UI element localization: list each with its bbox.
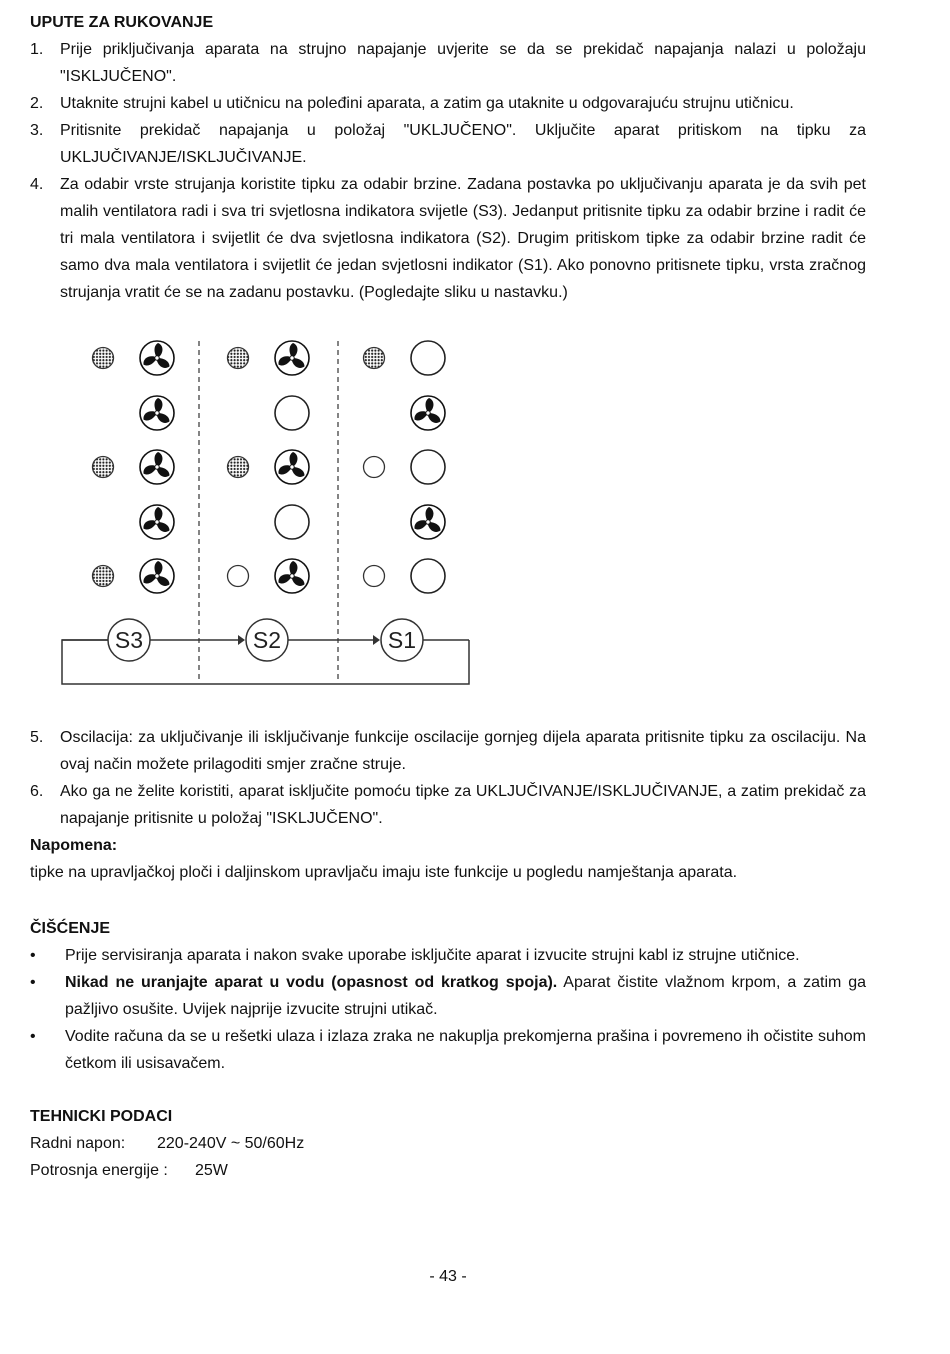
mode-label: S2 [252, 627, 282, 653]
list-text: Prije servisiranja aparata i nakon svake uporabe isključite aparat i izvucite strujni kabl iz strujne utičnice. [65, 947, 800, 964]
cleaning-heading: ČIŠĆENJE [30, 920, 111, 937]
fan-icon [140, 559, 174, 593]
fan-icon [140, 450, 174, 484]
list-number: 5. [30, 729, 44, 746]
list-text: Utaknite strujni kabel u utičnicu na poleđini aparata, a zatim ga utaknite u odgovarajuću strujnu utičnicu. [60, 95, 794, 112]
list-item [30, 724, 866, 778]
list-number: 4. [30, 176, 44, 193]
mode-label: S3 [114, 627, 144, 653]
fan-icon [275, 450, 309, 484]
mode-label: S1 [387, 627, 417, 653]
list-item [30, 36, 866, 90]
list-number: 3. [30, 122, 44, 139]
spec-value: 220-240V ~ 50/60Hz [157, 1135, 305, 1152]
specs-heading: TEHNICKI PODACI [30, 1108, 173, 1125]
list-item [30, 969, 866, 1023]
arrow-head [373, 635, 380, 645]
list-text: Aparat čistite vlažnom krpom, a zatim ga pažljivo osušite. Uvijek najprije izvucite strujni utikač. [65, 974, 867, 1018]
fan-off-icon [411, 341, 445, 375]
fan-icon [140, 505, 174, 539]
indicator-light-on [364, 348, 385, 369]
indicator-light-off [228, 566, 249, 587]
spec-row [30, 1130, 866, 1157]
note-text: tipke na upravljačkoj ploči i daljinskom upravljaču imaju iste funkcije u pogledu namještanja aparata. [30, 864, 738, 881]
fan-off-icon [275, 396, 309, 430]
list-number: 1. [30, 41, 44, 58]
list-item [30, 1023, 866, 1077]
page-number: - 43 - [429, 1268, 467, 1285]
indicator-light-on [93, 348, 114, 369]
list-item [30, 171, 866, 306]
fan-off-icon [275, 505, 309, 539]
indicator-light-off [364, 457, 385, 478]
instructions-heading: UPUTE ZA RUKOVANJE [30, 14, 214, 31]
fan-off-icon [411, 559, 445, 593]
list-number: 6. [30, 783, 44, 800]
list-item [30, 942, 866, 969]
indicator-light-on [93, 566, 114, 587]
fan-off-icon [411, 450, 445, 484]
fan-icon [411, 396, 445, 430]
spec-value: 25W [195, 1162, 228, 1179]
indicator-light-on [228, 348, 249, 369]
list-text: Ako ga ne želite koristiti, aparat isključite pomoću tipke za UKLJUČIVANJE/ISKLJUČIVANJE, a zatim prekidač za napajanje pritisnite u položaj "ISKLJUČENO". [60, 783, 866, 827]
spec-label: Radni napon: [30, 1135, 126, 1152]
list-text: Oscilacija: za uključivanje ili isključivanje funkcije oscilacije gornjeg dijela aparata pritisnite tipku za oscilaciju. Na ovaj način možete prilagoditi smjer zračne struje. [60, 729, 866, 773]
list-text: Pritisnite prekidač napajanja u položaj "UKLJUČENO". Uključite aparat pritiskom na tipku za UKLJUČIVANJE/ISKLJUČIVANJE. [60, 122, 866, 166]
fan-icon [140, 341, 174, 375]
list-item [30, 117, 866, 171]
fan-icon [275, 559, 309, 593]
fan-icon [140, 396, 174, 430]
bullet: • [30, 947, 36, 964]
list-text: Za odabir vrste strujanja koristite tipku za odabir brzine. Zadana postavka po uključivanju aparata je da svih pet malih ventilatora radi i sva tri svjetlosna indikatora svijetle (S3). Jedanput pritisnite tipku za odabir brzine i radit će tri mala ventilatora i svijetlit će dva svjetlosna indikatora (S2). Drugim pritiskom tipke za odabir brzine radit će samo dva mala ventilatora i svijetlit će jedan svjetlosni indikator (S1). Ako ponovno pritisnete tipku, vrsta zračnog strujanja vratit će se na zadanu postavku. (Pogledajte sliku u nastavku.) [60, 176, 866, 301]
list-number: 2. [30, 95, 44, 112]
bullet: • [30, 1028, 36, 1045]
list-item [30, 778, 866, 832]
list-item [30, 90, 866, 117]
spec-row [30, 1157, 866, 1184]
warning-text: Nikad ne uranjajte aparat u vodu (opasnost od kratkog spoja). [65, 974, 558, 991]
bullet: • [30, 974, 36, 991]
section-spacer [30, 1077, 866, 1103]
fan-icon [275, 341, 309, 375]
arrow-head [238, 635, 245, 645]
indicator-light-on [93, 457, 114, 478]
fan-icon [411, 505, 445, 539]
spec-label: Potrosnja energije : [30, 1162, 168, 1179]
indicator-light-on [228, 457, 249, 478]
indicator-light-off [364, 566, 385, 587]
note-label: Napomena: [30, 837, 118, 854]
list-text: Prije priključivanja aparata na strujno napajanje uvjerite se da se prekidač napajanja nalazi u položaju "ISKLJUČENO". [60, 41, 866, 85]
section-spacer [30, 886, 866, 915]
list-text: Vodite računa da se u rešetki ulaza i izlaza zraka ne nakuplja prekomjerna prašina i povremeno ih očistite suhom četkom ili usisavačem. [65, 1028, 866, 1072]
fan-mode-diagram [57, 333, 477, 693]
